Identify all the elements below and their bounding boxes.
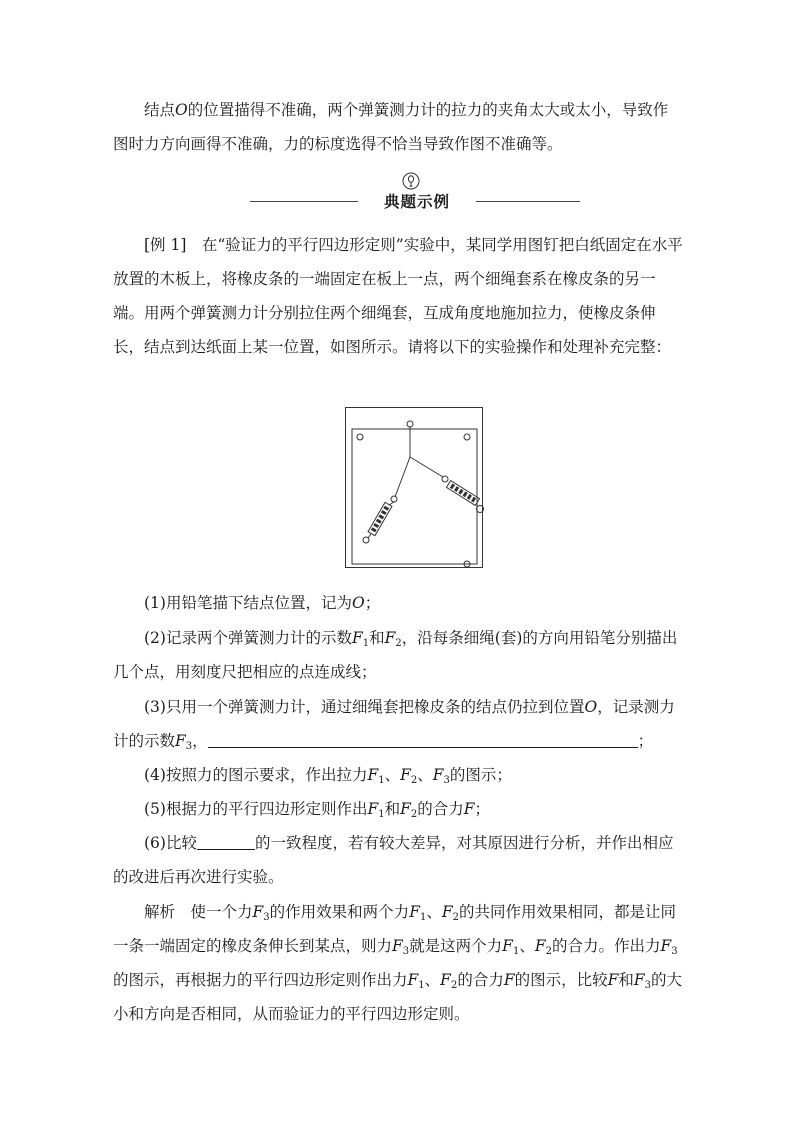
intro-paragraph: 结点O的位置描得不准确，两个弹簧测力计的拉力的夹角太大或太小，导致作图时力方向画得不准确，力的标度选得不恰当导致作图不准确等。 bbox=[113, 101, 669, 153]
spring-scale-right bbox=[410, 457, 484, 513]
answer-blank-6[interactable] bbox=[197, 831, 255, 850]
step-2: (2)记录两个弹簧测力计的示数$F_1$和$F_2$，沿每条细绳(套)的方向用铅笔分别描出几个点，用刻度尺把相应的点连成线； bbox=[113, 629, 678, 681]
pin-top-left bbox=[357, 434, 363, 440]
section-title: 典题示例 bbox=[383, 193, 450, 211]
analysis-label: 解析 bbox=[144, 903, 176, 921]
step-5: (5)根据力的平行四边形定则作出$F_1$和$F_2$的合力F； bbox=[144, 800, 491, 820]
example-paragraph: [例 1] 在“验证力的平行四边形定则”实验中，某同学用图钉把白纸固定在水平放置的木板上，将橡皮条的一端固定在板上一点，两个细绳套系在橡皮条的另一端。用两个弹簧测力计分别拉住两个细绳套，互成角度地施加拉力，使橡皮条伸长，结点到达纸面上某一位置，如图所示。请将以下的实验操作和处理补充完整： bbox=[113, 236, 683, 356]
step-3: (3)只用一个弹簧测力计，通过细绳套把橡皮条的结点仍拉到位置O，记录测力计的示数$F_3$， ； bbox=[113, 698, 675, 752]
step-4: (4)按照力的图示要求，作出拉力$F_1$、$F_2$、$F_3$的图示； bbox=[144, 766, 512, 786]
spring-scale-left bbox=[363, 457, 410, 543]
section-divider-left bbox=[250, 201, 358, 202]
step-1: (1)用铅笔描下结点位置，记为O； bbox=[144, 594, 381, 612]
paper-outline bbox=[352, 429, 477, 564]
analysis-paragraph: 解析 使一个力$F_3$的作用效果和两个力$F_1$、$F_2$的共同作用效果相同，都是让同一条一端固定的橡皮条伸长到某点，则力$F_3$就是这两个力$F_1$、$F_2$的合力。作出力$F_3$的图示，再根据力的平行四边形定则作出力$F_1$、$F_2$的合力F的图示，比较F和$F_3$的大小和方向是否相同，从而验证力的平行四边形定则。 bbox=[113, 903, 683, 1023]
step-6: (6)比较 的一致程度，若有较大差异，对其原因进行分析，并作出相应的改进后再次进行实验。 bbox=[113, 826, 683, 894]
fixed-point bbox=[407, 421, 413, 427]
answer-blank-3[interactable] bbox=[208, 729, 638, 748]
pin-top-right bbox=[464, 434, 470, 440]
experiment-figure bbox=[345, 407, 485, 577]
section-divider-right bbox=[476, 201, 580, 202]
lightbulb-icon bbox=[400, 172, 422, 192]
section-header bbox=[250, 172, 580, 212]
